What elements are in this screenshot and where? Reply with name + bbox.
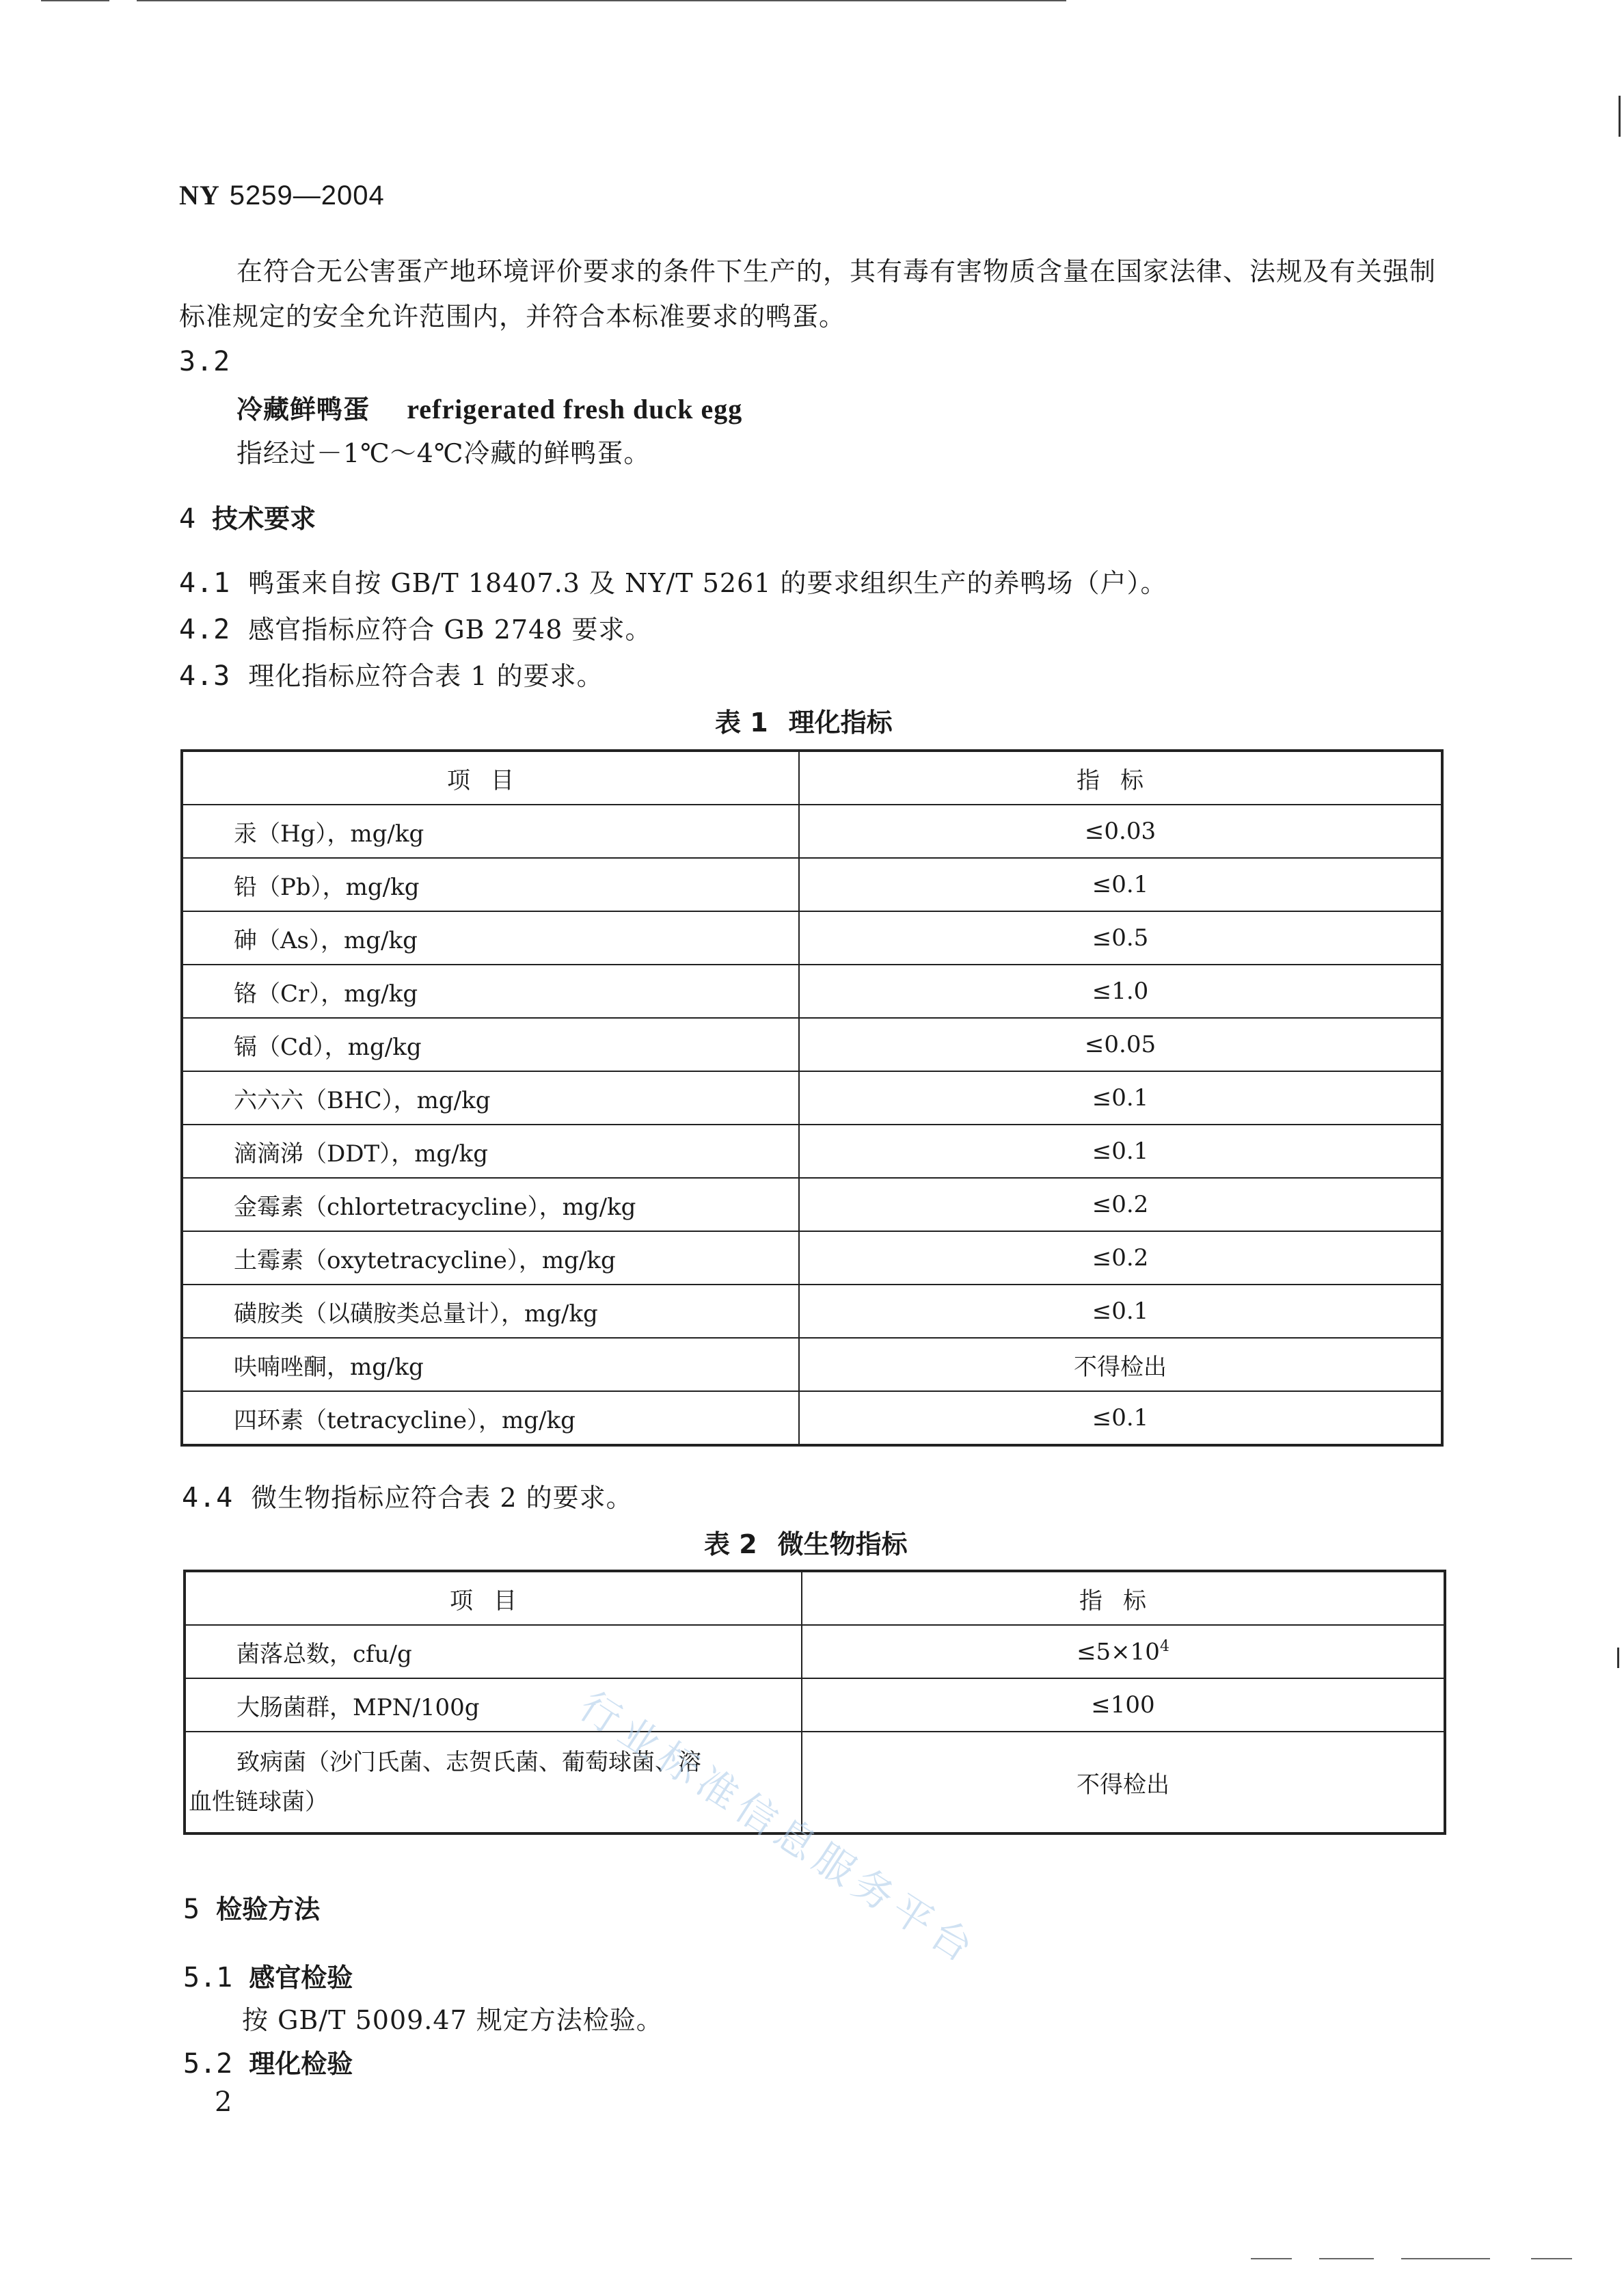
standard-prefix: NY xyxy=(179,180,220,211)
item-cell: 四环素（tetracycline），mg/kg xyxy=(182,1391,799,1445)
value-cell: ≤0.1 xyxy=(799,858,1442,911)
item-line-2: 血性链球菌） xyxy=(189,1788,328,1816)
table-row xyxy=(182,1338,1442,1391)
page-number: 2 xyxy=(215,2086,232,2118)
document-header xyxy=(179,179,385,211)
section-5-title: 5 检验方法 xyxy=(183,1894,321,1925)
table-row xyxy=(182,965,1442,1018)
clause-3-2-definition: 指经过－1℃～4℃冷藏的鲜鸭蛋。 xyxy=(236,438,651,468)
item-cell: 六六六（BHC），mg/kg xyxy=(182,1071,799,1125)
table-row xyxy=(182,1285,1442,1338)
standard-code: 5259—2004 xyxy=(229,180,385,211)
column-header-value: 指标 xyxy=(802,1571,1445,1625)
item-cell: 菌落总数，cfu/g xyxy=(185,1625,802,1678)
term-chinese: 冷藏鲜鸭蛋 xyxy=(236,394,370,425)
watermark: 行业标准信息服务平台 xyxy=(571,1682,987,1975)
item-cell: 镉（Cd），mg/kg xyxy=(182,1018,799,1071)
top-border-line xyxy=(137,0,1066,1)
table-2 xyxy=(183,1570,1446,1835)
table-header-row xyxy=(185,1571,1445,1625)
bottom-border-line xyxy=(1531,2258,1572,2259)
value-cell: ≤0.2 xyxy=(799,1178,1442,1231)
column-header-item: 项目 xyxy=(185,1571,802,1625)
clause-4-4: 4.4 微生物指标应符合表 2 的要求。 xyxy=(182,1482,633,1514)
top-border-line xyxy=(41,0,109,1)
edge-mark xyxy=(1619,96,1621,137)
table-row xyxy=(182,1071,1442,1125)
table-1-caption: 表 1 理化指标 xyxy=(715,708,893,738)
clause-3-2-number: 3.2 xyxy=(179,346,231,377)
clause-5-2-title: 5.2 理化检验 xyxy=(183,2048,353,2080)
item-cell: 金霉素（chlortetracycline），mg/kg xyxy=(182,1178,799,1231)
item-cell: 大肠菌群，MPN/100g xyxy=(185,1678,802,1732)
value-cell: ≤1.0 xyxy=(799,965,1442,1018)
value-cell: ≤0.2 xyxy=(799,1231,1442,1285)
bottom-border-line xyxy=(1401,2258,1490,2259)
table-row xyxy=(182,1125,1442,1178)
clause-5-1-text: 按 GB/T 5009.47 规定方法检验。 xyxy=(242,2005,663,2035)
table-row xyxy=(182,1178,1442,1231)
item-cell: 砷（As），mg/kg xyxy=(182,911,799,965)
edge-mark xyxy=(1617,1648,1619,1668)
intro-paragraph: 在符合无公害蛋产地环境评价要求的条件下生产的，其有毒有害物质含量在国家法律、法规及有关强制标准规定的安全允许范围内，并符合本标准要求的鸭蛋。 xyxy=(179,256,1437,332)
item-cell: 铬（Cr），mg/kg xyxy=(182,965,799,1018)
bottom-border-line xyxy=(1251,2258,1292,2259)
item-cell: 铅（Pb），mg/kg xyxy=(182,858,799,911)
item-cell: 土霉素（oxytetracycline），mg/kg xyxy=(182,1231,799,1285)
value-cell: ≤0.1 xyxy=(799,1285,1442,1338)
value-cell: ≤0.1 xyxy=(799,1071,1442,1125)
table-row xyxy=(182,911,1442,965)
clause-5-1-title: 5.1 感官检验 xyxy=(183,1962,353,1993)
column-header-value: 指标 xyxy=(799,751,1442,805)
bottom-border-line xyxy=(1319,2258,1374,2259)
table-row xyxy=(182,1391,1442,1445)
table-2-caption: 表 2 微生物指标 xyxy=(704,1529,908,1559)
value-cell: ≤0.03 xyxy=(799,805,1442,858)
table-1 xyxy=(180,749,1444,1447)
table-row xyxy=(182,1231,1442,1285)
term-english: refrigerated fresh duck egg xyxy=(407,394,743,425)
clause-4-2: 4.2 感官指标应符合 GB 2748 要求。 xyxy=(179,614,652,645)
column-header-item: 项目 xyxy=(182,751,799,805)
clause-4-1: 4.1 鸭蛋来自按 GB/T 18407.3 及 NY/T 5261 的要求组织生产的养鸭场（户）。 xyxy=(179,567,1167,599)
table-row xyxy=(185,1625,1445,1678)
value-cell: ≤0.1 xyxy=(799,1391,1442,1445)
item-cell: 磺胺类（以磺胺类总量计），mg/kg xyxy=(182,1285,799,1338)
table-row xyxy=(182,858,1442,911)
value-cell: ≤0.5 xyxy=(799,911,1442,965)
value-cell: ≤0.05 xyxy=(799,1018,1442,1071)
item-cell: 滴滴涕（DDT），mg/kg xyxy=(182,1125,799,1178)
item-cell: 呋喃唑酮，mg/kg xyxy=(182,1338,799,1391)
value-cell: 不得检出 xyxy=(799,1338,1442,1391)
table-row xyxy=(182,805,1442,858)
clause-3-2-term xyxy=(236,388,742,426)
item-cell: 汞（Hg），mg/kg xyxy=(182,805,799,858)
table-row xyxy=(185,1678,1445,1732)
item-line-1: 致病菌（沙门氏菌、志贺氏菌、葡萄球菌、溶 xyxy=(236,1749,701,1776)
value-cell: $\le 5\times 10^4$ xyxy=(802,1625,1445,1678)
clause-4-3: 4.3 理化指标应符合表 1 的要求。 xyxy=(179,660,604,692)
table-header-row xyxy=(182,751,1442,805)
value-cell: ≤100 xyxy=(802,1678,1445,1732)
value-cell: ≤0.1 xyxy=(799,1125,1442,1178)
value-cell: 不得检出 xyxy=(802,1732,1445,1833)
section-4-title: 4 技术要求 xyxy=(179,503,316,535)
table-row xyxy=(182,1018,1442,1071)
